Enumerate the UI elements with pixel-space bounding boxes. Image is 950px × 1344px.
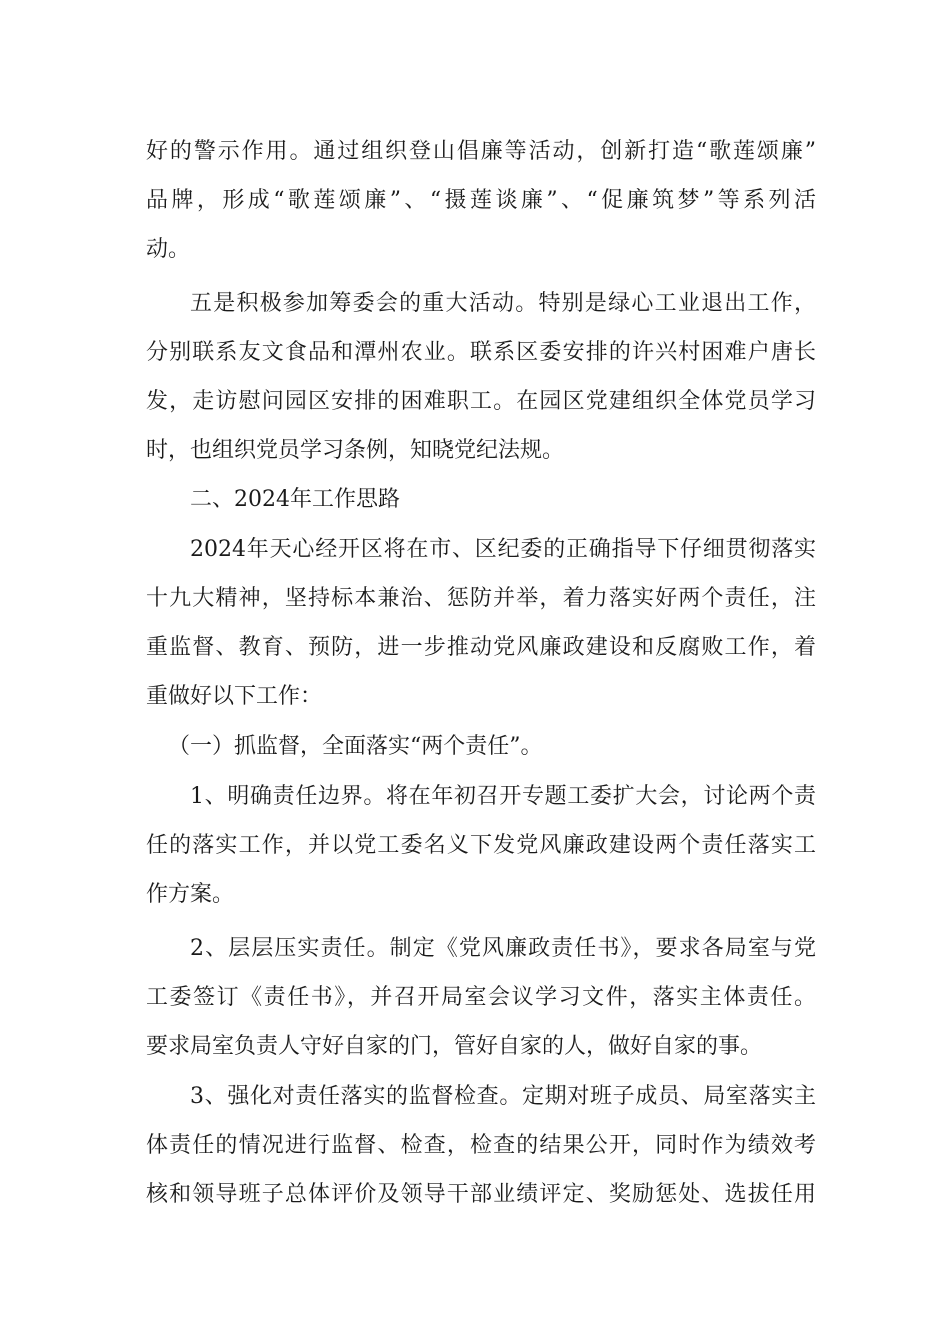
text-line-16: 作方案。 <box>146 882 235 907</box>
text-line-22: 核和领导班子总体评价及领导干部业绩评定、奖励惩处、选拔任用 <box>146 1182 816 1207</box>
subsection-heading: （一）抓监督，全面落实“两个责任”。 <box>168 734 543 759</box>
text-line-19: 要求局室负责人守好自家的门，管好自家的人，做好自家的事。 <box>146 1034 763 1059</box>
text-line-9: 2024年天心经开区将在市、区纪委的正确指导下仔细贯彻落实 <box>190 537 816 562</box>
text-line-1: 好的警示作用。通过组织登山倡廉等活动，创新打造“歌莲颂廉” <box>146 139 816 164</box>
text-line-15: 任的落实工作，并以党工委名义下发党风廉政建设两个责任落实工 <box>146 833 816 858</box>
section-heading: 二、2024年工作思路 <box>190 487 400 512</box>
text-line-7: 时，也组织党员学习条例，知晓党纪法规。 <box>146 438 565 463</box>
text-line-11: 重监督、教育、预防，进一步推动党风廉政建设和反腐败工作，着 <box>146 635 816 660</box>
text-line-5: 分别联系友文食品和潭州农业。联系区委安排的许兴村困难户唐长 <box>146 340 816 365</box>
text-line-18: 工委签订《责任书》，并召开局室会议学习文件，落实主体责任。 <box>146 985 816 1010</box>
text-line-21: 体责任的情况进行监督、检查，检查的结果公开，同时作为绩效考 <box>146 1133 816 1158</box>
text-line-10: 十九大精神，坚持标本兼治、惩防并举，着力落实好两个责任，注 <box>146 586 816 611</box>
text-line-4: 五是积极参加筹委会的重大活动。特别是绿心工业退出工作， <box>190 291 816 316</box>
text-line-2: 品牌，形成“歌莲颂廉”、“摄莲谈廉”、“促廉筑梦”等系列活 <box>146 188 816 213</box>
text-line-3: 动。 <box>146 237 191 262</box>
text-line-20: 3、强化对责任落实的监督检查。定期对班子成员、局室落实主 <box>190 1084 816 1109</box>
text-line-17: 2、层层压实责任。制定《党风廉政责任书》，要求各局室与党 <box>190 936 816 961</box>
text-line-6: 发，走访慰问园区安排的困难职工。在园区党建组织全体党员学习 <box>146 389 816 414</box>
text-line-14: 1、明确责任边界。将在年初召开专题工委扩大会，讨论两个责 <box>190 784 816 809</box>
text-line-12: 重做好以下工作： <box>146 684 323 709</box>
